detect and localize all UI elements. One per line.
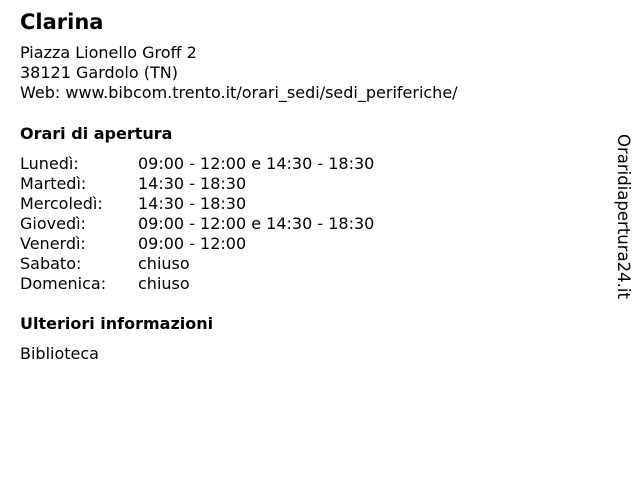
hours-day: Martedì:	[20, 174, 87, 193]
additional-info-heading: Ulteriori informazioni	[20, 314, 214, 333]
hours-row-thursday	[20, 214, 374, 234]
hours-time: 09:00 - 12:00 e 14:30 - 18:30	[138, 214, 375, 233]
hours-time: 14:30 - 18:30	[138, 194, 247, 213]
hours-row-sunday	[20, 274, 374, 294]
hours-row-friday	[20, 234, 374, 254]
hours-time: 09:00 - 12:00	[138, 234, 247, 253]
opening-hours-table	[20, 154, 374, 294]
site-brand-text: Oraridiapertura24.it	[614, 134, 633, 299]
hours-time: 09:00 - 12:00 e 14:30 - 18:30	[138, 154, 375, 173]
address-city: 38121 Gardolo (TN)	[20, 63, 178, 82]
hours-row-saturday	[20, 254, 374, 274]
place-title: Clarina	[20, 10, 104, 34]
hours-row-tuesday	[20, 174, 374, 194]
hours-day: Giovedì:	[20, 214, 86, 233]
address-block	[20, 43, 458, 103]
hours-day: Mercoledì:	[20, 194, 103, 213]
hours-row-wednesday	[20, 194, 374, 214]
hours-time: 14:30 - 18:30	[138, 174, 247, 193]
opening-hours-heading: Orari di apertura	[20, 124, 173, 143]
additional-info-text: Biblioteca	[20, 344, 99, 363]
website-link[interactable]: Web: www.bibcom.trento.it/orari_sedi/sedi_periferiche/	[20, 83, 458, 102]
hours-time: chiuso	[138, 274, 190, 293]
hours-row-monday	[20, 154, 374, 174]
address-street: Piazza Lionello Groff 2	[20, 43, 197, 62]
site-brand-watermark	[603, 134, 640, 310]
hours-time: chiuso	[138, 254, 190, 273]
hours-day: Lunedì:	[20, 154, 79, 173]
hours-day: Venerdì:	[20, 234, 86, 253]
hours-day: Domenica:	[20, 274, 107, 293]
hours-day: Sabato:	[20, 254, 82, 273]
